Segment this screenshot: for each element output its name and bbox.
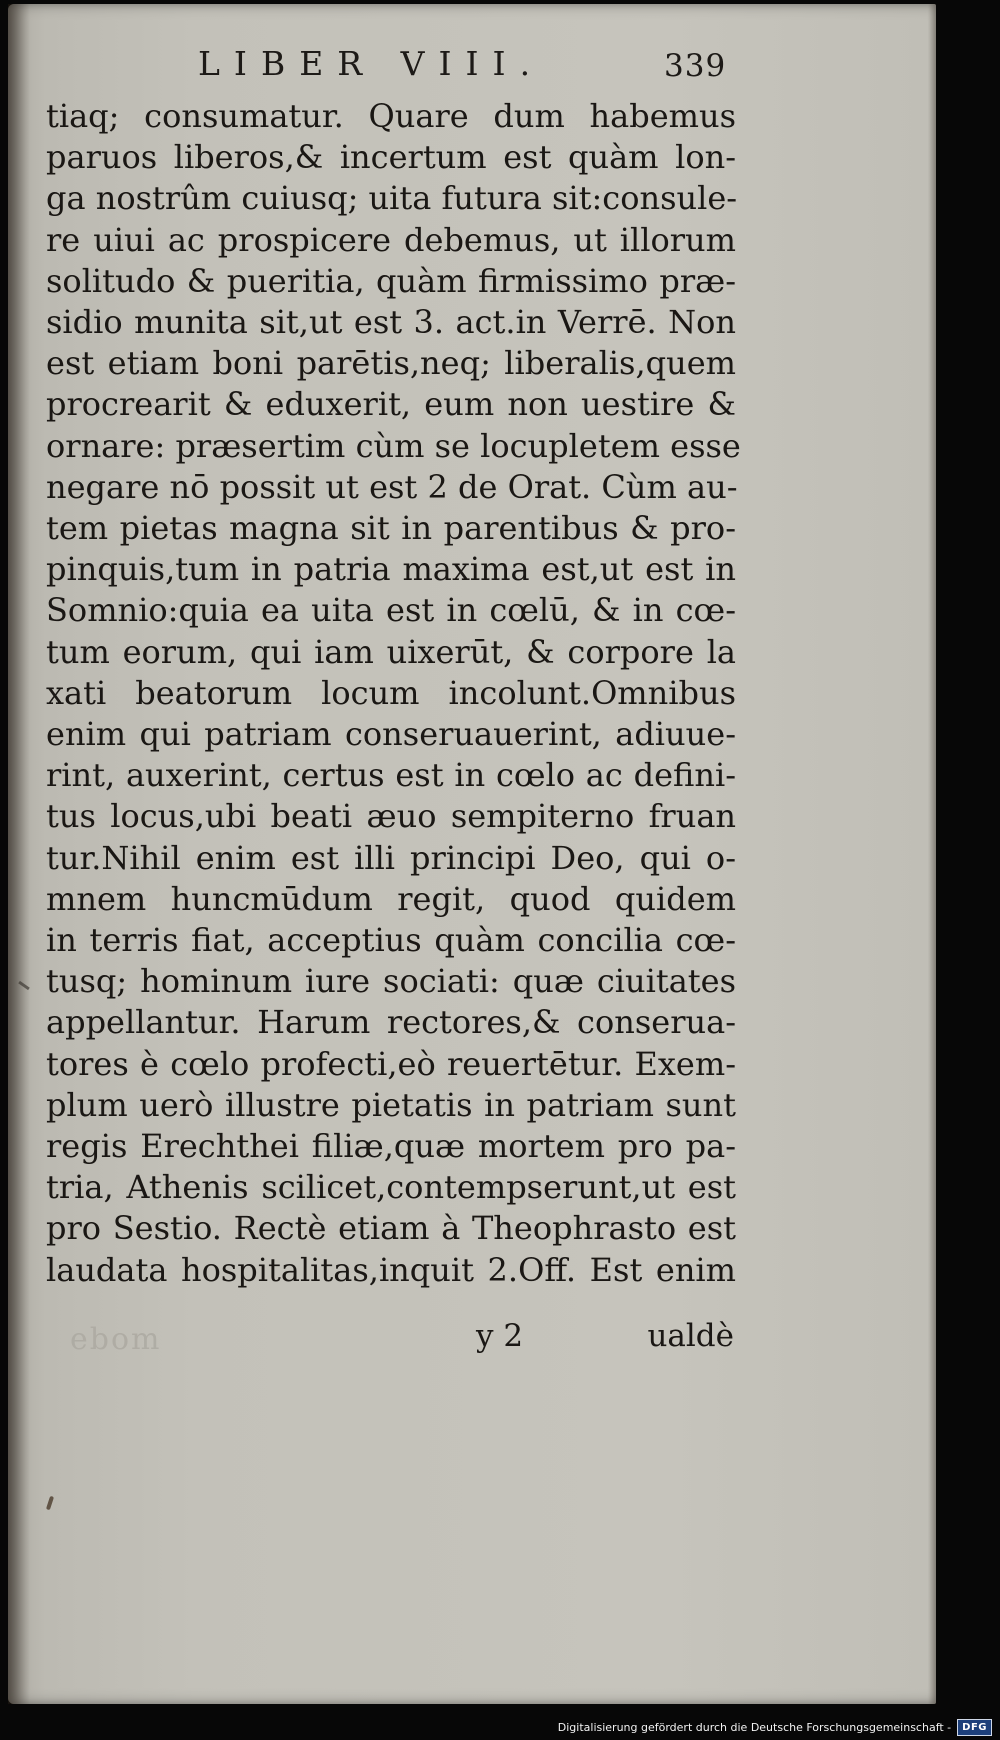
text-line: tus locus,ubi beati æuo sempiterno fruan — [46, 797, 736, 836]
text-line: paruos liberos,& incertum est quàm lon- — [46, 138, 736, 177]
text-line: tem pietas magna sit in parentibus & pro- — [46, 509, 736, 548]
catchword: ualdè — [647, 1318, 734, 1354]
ink-speck — [46, 1496, 54, 1511]
text-line: rint, auxerint, certus est in cœlo ac defini- — [46, 756, 736, 795]
page-number: 339 — [664, 48, 727, 84]
text-line: in terris fiat, acceptius quàm concilia cœ- — [46, 921, 736, 960]
text-line: plum uerò illustre pietatis in patriam sunt — [46, 1085, 736, 1124]
text-line: tusq; hominum iure sociati: quæ ciuitates — [46, 962, 736, 1001]
text-line: Somnio:quia ea uita est in cœlū, & in cœ- — [46, 591, 736, 630]
book-page — [8, 4, 936, 1704]
dfg-logo: DFG — [957, 1719, 992, 1736]
text-line: enim qui patriam conseruauerint, adiuue- — [46, 715, 736, 754]
text-line: re uiui ac prospicere debemus, ut illorum — [46, 220, 736, 259]
text-line: tria, Athenis scilicet,contempserunt,ut est — [46, 1168, 736, 1207]
text-line: negare nō possit ut est 2 de Orat. Cùm au- — [46, 467, 738, 506]
page-edge — [928, 4, 936, 1704]
text-line: pinquis,tum in patria maxima est,ut est in — [46, 550, 736, 589]
signature-mark: y 2 — [476, 1318, 524, 1354]
text-line: tur.Nihil enim est illi principi Deo, qui o- — [46, 838, 736, 877]
text-line: tores è cœlo profecti,eò reuertētur. Exem- — [46, 1044, 736, 1083]
text-line: est etiam boni parētis,neq; liberalis,quem — [46, 344, 736, 383]
text-line: laudata hospitalitas,inquit 2.Off. Est enim — [46, 1250, 736, 1289]
text-line: ornare: præsertim cùm se locupletem esse — [46, 426, 741, 465]
digitization-credit — [558, 1718, 992, 1736]
text-line: tiaq; consumatur. Quare dum habemus — [46, 97, 736, 135]
text-line: pro Sestio. Rectè etiam à Theophrasto est — [46, 1209, 736, 1248]
bleed-through-text: ebom — [70, 1322, 162, 1357]
body-text — [46, 96, 741, 1291]
text-line: mnem huncmūdum regit, quod quidem — [46, 879, 736, 918]
text-line: solitudo & pueritia, quàm firmissimo præ- — [46, 261, 736, 300]
spine-shadow — [8, 4, 30, 1704]
text-line: appellantur. Harum rectores,& conserua- — [46, 1003, 736, 1042]
text-line: xati beatorum locum incolunt.Omnibus — [46, 673, 736, 712]
text-line: tum eorum, qui iam uixerūt, & corpore la — [46, 632, 736, 671]
text-line: sidio munita sit,ut est 3. act.in Verrē. Non — [46, 303, 736, 342]
credit-text: Digitalisierung gefördert durch die Deutsche Forschungsgemeinschaft - — [557, 1720, 952, 1734]
running-head: LIBER VIII. — [198, 44, 545, 83]
text-line: procrearit & eduxerit, eum non uestire & — [46, 385, 736, 424]
text-line: regis Erechthei filiæ,quæ mortem pro pa- — [46, 1127, 736, 1166]
text-line: ga nostrûm cuiusq; uita futura sit:consule- — [46, 179, 738, 218]
